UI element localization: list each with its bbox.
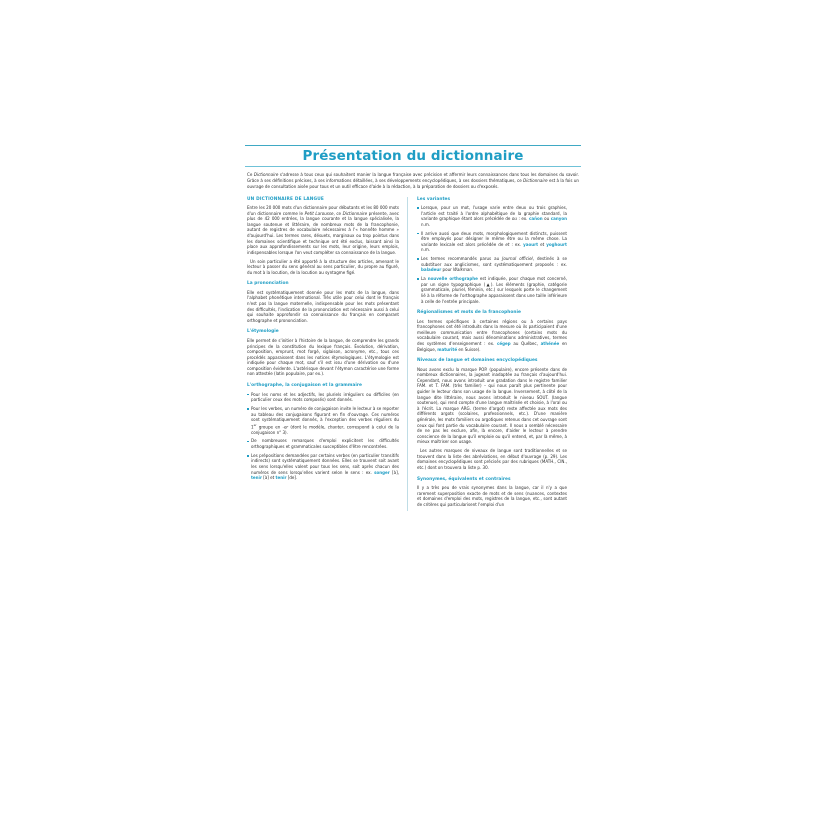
section-heading-l-orthographe-la-conjugaison-et-la-gramm: L'orthographe, la conjugaison et la grammaire	[247, 383, 362, 389]
title-rule-bottom	[245, 166, 581, 167]
bullet-list	[417, 205, 567, 304]
list-item: Les prépositions demandées par certains verbes (en particulier transitifs indirects) sont systématiquement données. Elles se trouvent soit avant les sens lorsqu'elles valent pour tous les sens, soit après chacun des numéros de sens lorsqu'elles varient selon le sens : ex. songer [à], tenir [à] et tenir [de].	[247, 453, 399, 481]
list-item: De nombreuses remarques d'emploi explicitent les difficultés orthographiques et grammaticales susceptibles d'être rencontrées.	[247, 438, 399, 449]
list-item: Lorsque, pour un mot, l'usage varie entre deux ou trois graphies, l'article est traité à l'ordre alphabétique de la graphie standard, la variante graphique étant alors précédée de ou : ex. cañon ou canyon n.m.	[417, 205, 567, 227]
paragraph: Les autres marques de niveaux de langue sont traditionnelles et se trouvent dans la liste des abréviations, en début d'ouvrage (p. 29). Les domaines encyclopédiques sont précisés par des rubriques (MATH., CIN., etc.) dont on trouvera la liste p. 30.	[417, 448, 567, 470]
list-item: Les termes recommandés parus au Journal officiel, destinés à se substituer aux anglicismes, sont systématiquement proposés : ex. baladeur pour Walkman.	[417, 256, 567, 273]
title-rule-top	[245, 145, 581, 146]
paragraph: Entre les 20 000 mots d'un dictionnaire pour débutants et les 80 000 mots d'un dictionnaire comme le Petit Larousse, ce Dictionnaire présente, avec plus de 42 000 entrées, la langue courante et la langue spécialisée, la langue soutenue et littéraire, de nombreux mots de la francophonie, autant de registres de vocabulaire nécessaires à l'« honnête homme » d'aujourd'hui. Les termes rares, désuets, marginaux ou trop pointus dans les domaines scientifique et technique ont été exclus, laissant ainsi la place aux approfondissements sur les mots, leur origine, leurs emplois, indispensables lorsque l'on veut compléter sa connaissance de la langue.	[247, 205, 399, 255]
list-item: Il arrive aussi que deux mots, morphologiquement distincts, puissent être employés pour désigner le même être ou la même chose. La variante lexicale est alors précédée de et : ex. yaourt et yoghourt n.m.	[417, 231, 567, 253]
bullet-list	[247, 392, 399, 481]
paragraph: Il y a très peu de vrais synonymes dans la langue, car il n'y a que rarement superposition exacte de mots et de sens (nuances, contextes et domaines d'emploi des mots, registres de la langue, etc., sont autant de critères qui particularisent l'emploi d'un	[417, 485, 567, 507]
section-heading-synonymes-equivalents-et-contraires: Synonymes, équivalents et contraires	[417, 476, 511, 482]
paragraph: Elle permet de s'initier à l'histoire de la langue, de comprendre les grands principes de la constitution du lexique français. Évolution, dérivation, composition, emprunt, mot forgé, siglaison, acronyme, etc., tous ces procédés apparaissent dans les notices étymologiques. L'étymologie est indiquée pour chaque mot, sauf s'il est issu d'une dérivation ou d'une composition évidente. L'astérisque devant l'étymon caractérise une forme non attestée (latin populaire, par ex.).	[247, 337, 399, 377]
document-page	[245, 0, 815, 815]
page-content	[245, 145, 581, 511]
paragraph: Nous avons exclu la marque POP. (populaire), encore présente dans de nombreux dictionnaires, la jugeant inadaptée au français d'aujourd'hui. Cependant, nous avons introduit une gradation dans le registre familier FAM. et T. FAM. (très familier) – qui nous paraît plus pertinente pour guider le lecteur dans son usage de la langue. Inversement, à côté de la langue dite littéraire, nous avons introduit le niveau SOUT. (langue soutenue), qui rend compte d'une langue maîtrisée et choisie, à l'oral ou à l'écrit. La marque ARG. (terme d'argot) reste affectée aux mots des différents argots (scolaires, professionnels, etc.). D'une manière générale, les mots familiers ou argotiques retenus dans cet ouvrage sont ceux qui font partie du vocabulaire courant. Il nous a semblé nécessaire de ne pas les exclure, afin, là encore, d'aider le lecteur à prendre conscience de la langue qu'il emploie ou qu'il entend, et, par là même, à mieux maîtriser son usage.	[417, 366, 567, 445]
paragraph: Elle est systématiquement donnée pour les mots de la langue, dans l'alphabet phonétique international. Très utile pour celui dont le français n'est pas la langue maternelle, indispensable pour les mots présentant des difficultés, l'indication de la prononciation est nécessaire aussi à celui qui souhaite approfondir sa connaissance du français en comparant orthographe et prononciation.	[247, 289, 399, 323]
section-heading-un-dictionnaire-de-langue: UN DICTIONNAIRE DE LANGUE	[247, 196, 325, 202]
section-heading-l-etymologie: L'étymologie	[247, 329, 279, 335]
section-heading-les-variantes: Les variantes	[417, 196, 451, 202]
right-column	[407, 197, 567, 511]
two-column-body	[245, 197, 581, 511]
list-item: La nouvelle orthographe est indiquée, pour chaque mot concerné, par un signe typographique (▲). Les éléments (graphie, catégorie grammaticale, pluriel, féminin, etc.) sur lesquels porte le changement lié à la réforme de l'orthographe apparaissent dans une taille inférieure à celle de l'entrée principale.	[417, 276, 567, 304]
section-heading-la-prononciation: La prononciation	[247, 281, 289, 287]
intro-paragraph: Ce Dictionnaire s'adresse à tous ceux qui souhaitent manier la langue française avec précision et affermir leurs connaissances dans tous les domaines du savoir. Grâce à ses définitions précises, à ses informations détaillées, à ses développements encyclopédiques, à ses dossiers thématiques, ce Dictionnaire est à la fois un ouvrage de consultation aisée pour tous et un outil efficace d'aide à la rédaction, à la préparation de dossiers ou d'exposés.	[247, 172, 580, 189]
list-item: Pour les noms et les adjectifs, les pluriels irréguliers ou difficiles (en particulier ceux des mots composés) sont donnés.	[247, 392, 399, 403]
list-item: Pour les verbes, un numéro de conjugaison invite le lecteur à se reporter au tableau des conjugaisons figurant en fin d'ouvrage. Ces numéros sont systématiquement donnés, à l'exception des verbes réguliers du 1er groupe en -er (dont le modèle, chanter, correspond à celui de la conjugaison n° 3).	[247, 406, 399, 435]
left-column	[247, 197, 407, 511]
paragraph: Un soin particulier a été apporté à la structure des articles, amenant le lecteur à passer du sens général au sens particulier, du propre au figuré, du mot à la locution, de la locution au syntagme figé.	[247, 258, 399, 275]
page-title: Présentation du dictionnaire	[302, 148, 524, 164]
section-heading-niveaux-de-langue-et-domaines-encycloped: Niveaux de langue et domaines encyclopédiques	[417, 358, 538, 364]
section-heading-regionalismes-et-mots-de-la-francophonie: Régionalismes et mots de la francophonie	[417, 310, 521, 316]
paragraph: Les termes spécifiques à certaines régions ou à certains pays francophones ont été introduits dans la mesure où ils participaient d'une meilleure communication entre francophones (certains mots du vocabulaire courant, mais aussi dénominations administratives, termes des systèmes d'enseignement : ex. cégep au Québec, athénée en Belgique, maturité en Suisse).	[417, 318, 567, 352]
